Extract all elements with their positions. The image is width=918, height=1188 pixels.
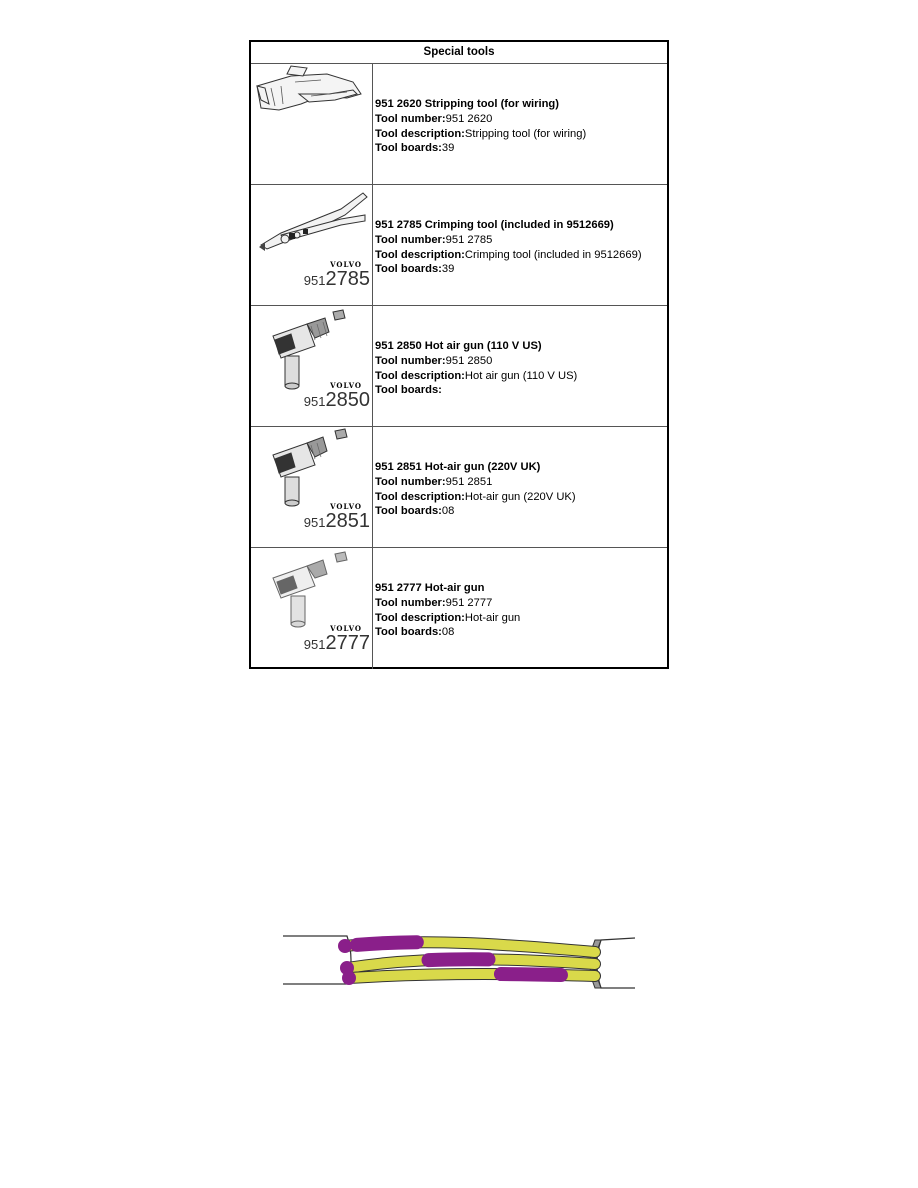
tool-number-label: Tool number: — [375, 596, 446, 609]
table-row — [251, 185, 667, 306]
tool-description: Hot-air gun (220V UK) — [464, 490, 576, 503]
part-main: 2851 — [325, 510, 370, 532]
tool-description-label: Tool description: — [375, 490, 465, 503]
tool-boards-label: Tool boards: — [375, 263, 442, 276]
tool-number: 951 2777 — [445, 596, 493, 609]
spliced-wires-icon — [283, 860, 635, 1060]
tool-description: Stripping tool (for wiring) — [464, 127, 587, 140]
tool-description-label: Tool description: — [375, 248, 465, 261]
volvo-brand: VOLVO — [330, 381, 362, 390]
tool-number-label: Tool number: — [375, 233, 446, 246]
part-number-label — [304, 382, 370, 410]
tool-description: Crimping tool (included in 9512669) — [464, 248, 642, 261]
tool-description-label: Tool description: — [375, 369, 465, 382]
tool-info — [375, 97, 586, 156]
tool-number: 951 2850 — [445, 354, 493, 367]
tool-boards-label: Tool boards: — [375, 626, 442, 639]
part-prefix: 951 — [303, 637, 326, 652]
tool-boards: 08 — [441, 505, 455, 518]
tool-boards: 39 — [441, 263, 455, 276]
part-main: 2785 — [325, 268, 370, 290]
tool-image — [251, 306, 373, 426]
volvo-brand: VOLVO — [330, 260, 362, 269]
part-main: 2850 — [325, 389, 370, 411]
tool-title: 951 2777 Hot-air gun — [375, 582, 485, 594]
tool-image — [251, 427, 373, 547]
tool-boards: 08 — [441, 626, 455, 639]
tool-description: Hot-air gun — [464, 611, 521, 624]
tool-number: 951 2851 — [445, 475, 493, 488]
part-number-label — [304, 261, 370, 289]
part-main: 2777 — [325, 632, 370, 654]
tool-number-label: Tool number: — [375, 112, 446, 125]
tool-image — [251, 548, 373, 669]
part-prefix: 951 — [303, 515, 326, 530]
tool-number-label: Tool number: — [375, 475, 446, 488]
volvo-brand: VOLVO — [330, 624, 362, 633]
tool-title: 951 2851 Hot-air gun (220V UK) — [375, 461, 541, 473]
tool-boards: 39 — [441, 142, 455, 155]
table-row — [251, 64, 667, 185]
tool-boards-label: Tool boards: — [375, 142, 442, 155]
special-tools-table — [249, 40, 669, 669]
part-prefix: 951 — [303, 273, 326, 288]
table-row — [251, 548, 667, 669]
tool-title: 951 2850 Hot air gun (110 V US) — [375, 340, 542, 352]
tool-description-label: Tool description: — [375, 611, 465, 624]
tool-info — [375, 581, 520, 640]
part-number-label — [304, 503, 370, 531]
spliced-wires-figure — [283, 860, 635, 1065]
tool-description-label: Tool description: — [375, 127, 465, 140]
part-number-label — [304, 625, 370, 653]
tool-title: 951 2620 Stripping tool (for wiring) — [375, 98, 559, 110]
tool-number: 951 2785 — [445, 233, 493, 246]
table-header: Special tools — [251, 42, 667, 64]
tool-info — [375, 339, 577, 398]
tool-number-label: Tool number: — [375, 354, 446, 367]
tool-image — [251, 64, 373, 184]
table-row — [251, 427, 667, 548]
tool-description: Hot air gun (110 V US) — [464, 369, 578, 382]
tool-number: 951 2620 — [445, 112, 493, 125]
tool-info — [375, 460, 576, 519]
tool-image — [251, 185, 373, 305]
tool-boards-label: Tool boards: — [375, 384, 442, 397]
table-row — [251, 306, 667, 427]
tool-boards-label: Tool boards: — [375, 505, 442, 518]
tool-title: 951 2785 Crimping tool (included in 9512669) — [375, 219, 614, 231]
stripping-tool-icon — [251, 64, 373, 184]
volvo-brand: VOLVO — [330, 502, 362, 511]
part-prefix: 951 — [303, 394, 326, 409]
tool-info — [375, 218, 642, 277]
